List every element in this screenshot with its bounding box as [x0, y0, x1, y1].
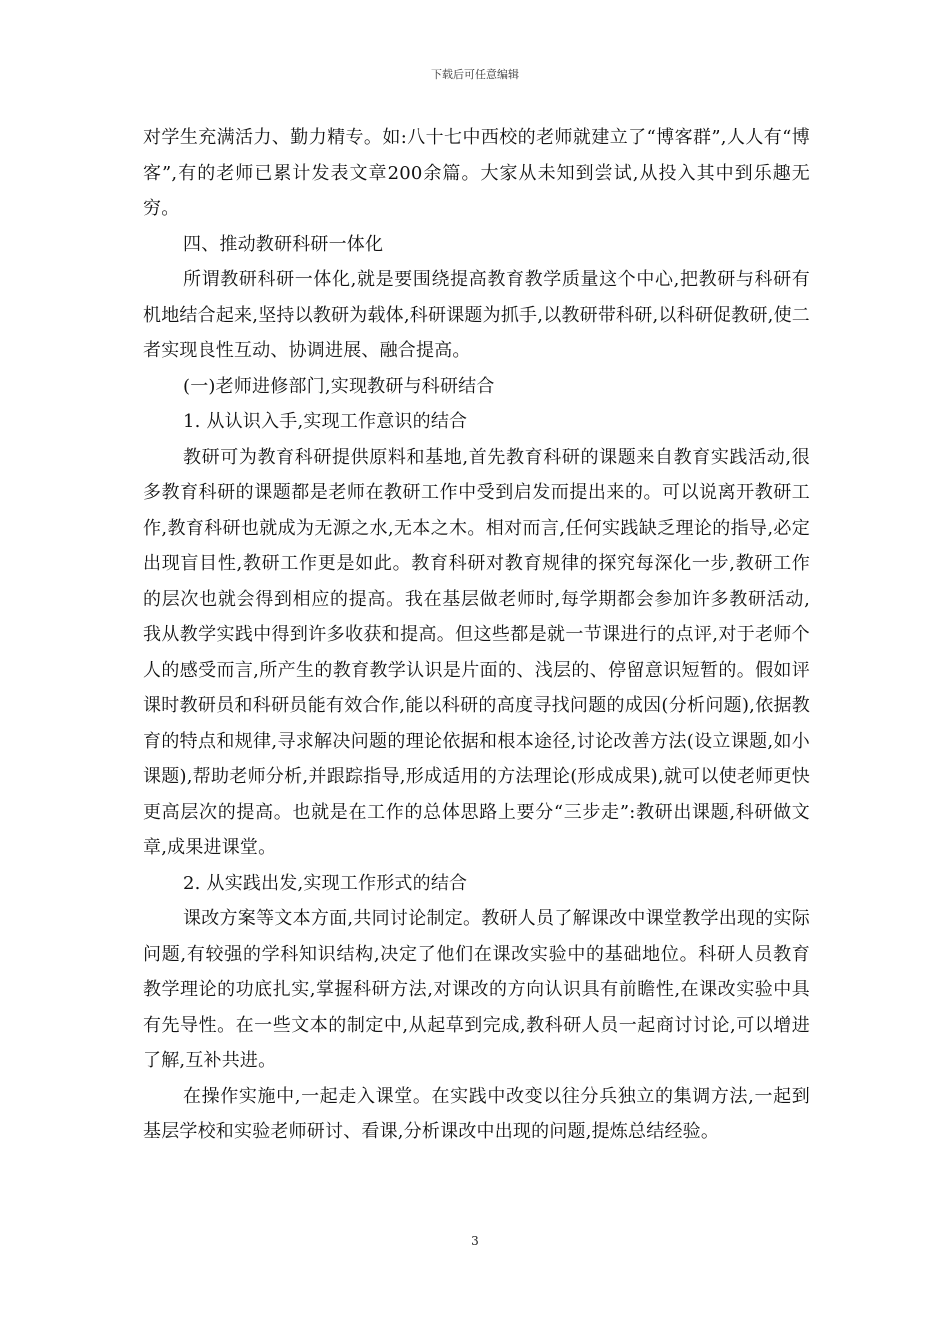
paragraph: 所谓教研科研一体化,就是要围绕提高教育教学质量这个中心,把教研与科研有机地结合起来,坚持以教研为载体,科研课题为抓手,以教研带科研,以科研促教研,使二者实现良性互动、协调进展、融合提高。	[143, 269, 810, 361]
numbered-heading: 1. 从认识入手,实现工作意识的结合	[183, 411, 468, 432]
numbered-heading: 2. 从实践出发,实现工作形式的结合	[183, 872, 468, 894]
subsection-heading: (一)老师进修部门,实现教研与科研结合	[183, 375, 495, 397]
paragraph: 教研可为教育科研提供原料和基地,首先教育科研的课题来自教育实践活动,很多教育科研的课题都是老师在教研工作中受到启发而提出来的。可以说离开教研工作,教育科研也就成为无源之水,无本之木。相对而言,任何实践缺乏理论的指导,必定出现盲目性,教研工作更是如此。教育科研对教育规律的探究每深化一步,教研工作的层次也就会得到相应的提高。我在基层做老师时,每学期都会参加许多教研活动,我从教学实践中得到许多收获和提高。但这些都是就一节课进行的点评,对于老师个人的感受而言,所产生的教育教学认识是片面的、浅层的、停留意识短暂的。假如评课时教研员和科研员能有效合作,能以科研的高度寻找问题的成因(分析问题),依据教育的特点和规律,寻求解决问题的理论依据和根本途径,讨论改善方法(设立课题,如小课题),帮助老师分析,并跟踪指导,形成适用的方法理论(形成成果),就可以使老师更快更高层次的提高。也就是在工作的总体思路上要分“三步走”:教研出课题,科研做文章,成果进课堂。	[143, 446, 810, 858]
paragraph: 对学生充满活力、勤力精专。如:八十七中西校的老师就建立了“博客群”,人人有“博客”,有的老师已累计发表文章200余篇。大家从未知到尝试,从投入其中到乐趣无穷。	[143, 127, 810, 219]
document-body	[143, 120, 810, 1150]
paragraph: 在操作实施中,一起走入课堂。在实践中改变以往分兵独立的集调方法,一起到基层学校和实验老师研讨、看课,分析课改中出现的问题,提炼总结经验。	[143, 1085, 810, 1142]
section-heading: 四、推动教研科研一体化	[183, 233, 384, 255]
page-number: 3	[471, 1234, 479, 1248]
paragraph: 课改方案等文本方面,共同讨论制定。教研人员了解课改中课堂教学出现的实际问题,有较强的学科知识结构,决定了他们在课改实验中的基础地位。科研人员教育教学理论的功底扎实,掌握科研方法,对课改的方向认识具有前瞻性,在课改实验中具有先导性。在一些文本的制定中,从起草到完成,教科研人员一起商讨讨论,可以增进了解,互补共进。	[143, 908, 810, 1071]
page-header: 下载后可任意编辑	[431, 68, 519, 81]
